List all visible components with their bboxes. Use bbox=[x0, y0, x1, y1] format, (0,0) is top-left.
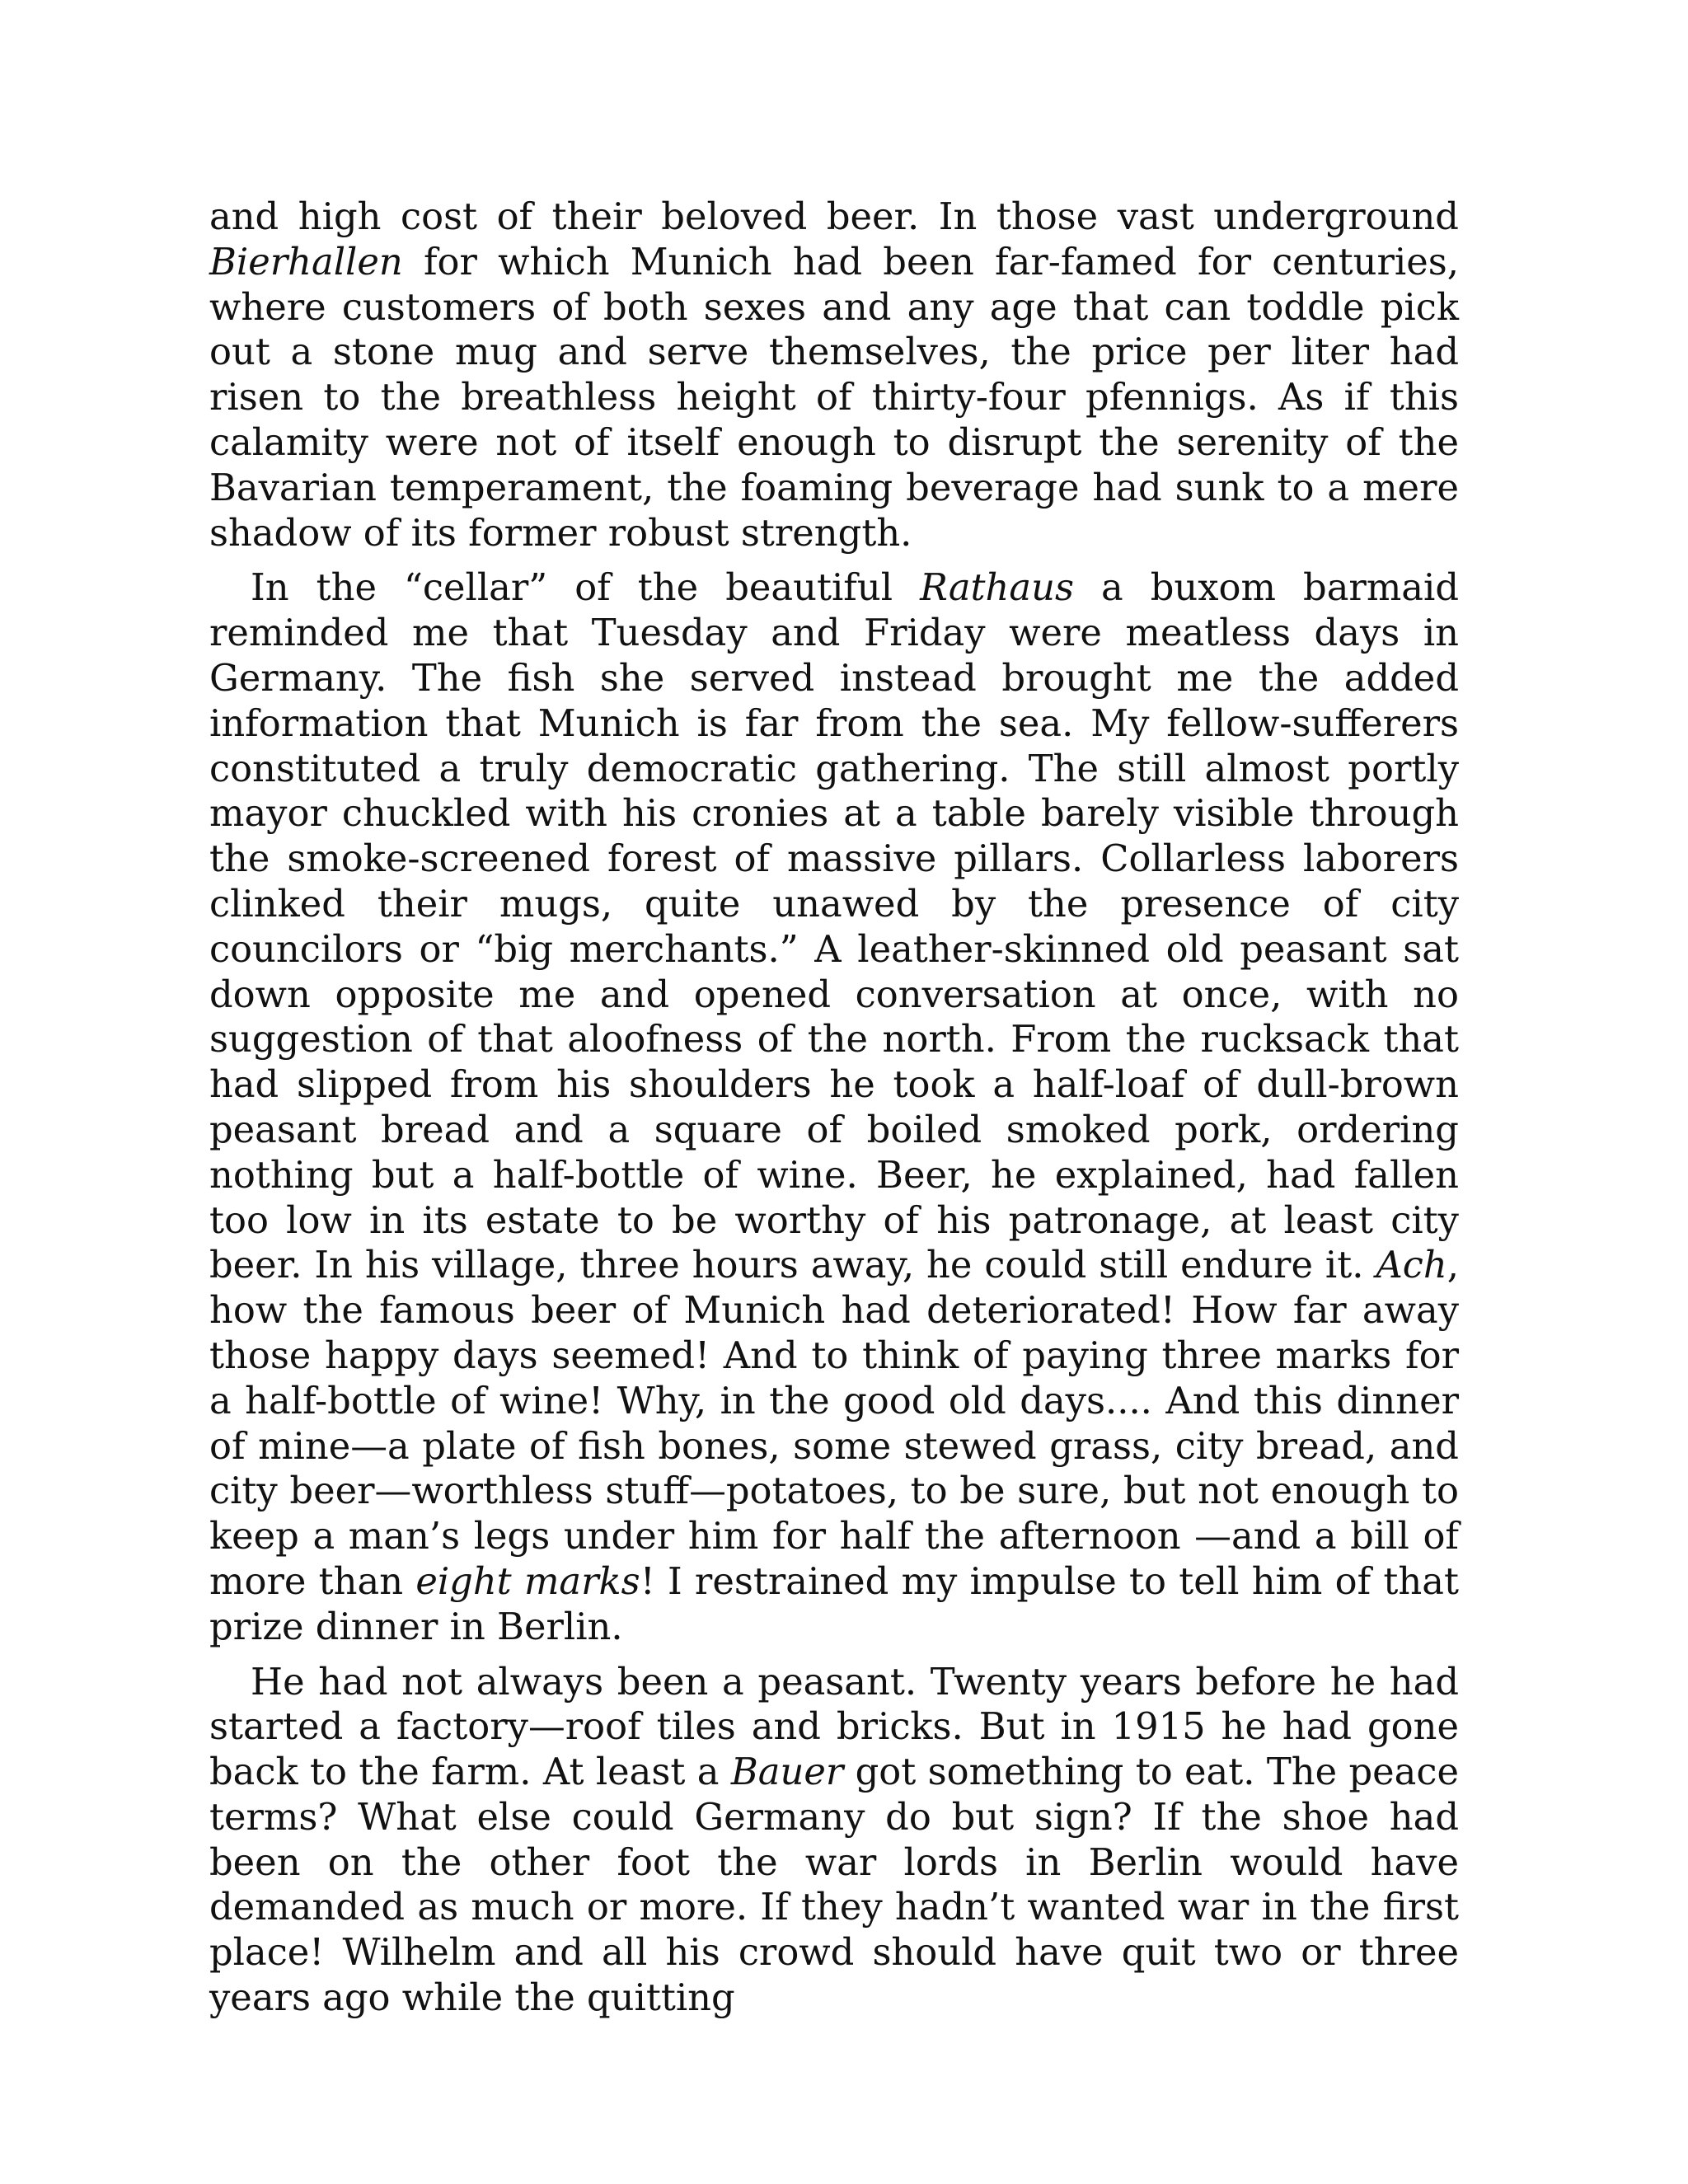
paragraph-text: In the “cellar” of the beautiful bbox=[251, 565, 921, 610]
italic-term-ach: Ach bbox=[1376, 1243, 1447, 1287]
paragraph-text: got something to eat. The peace terms? What else could Germany do but sign? If the shoe had been on the other foot the war lords in Berlin would have demanded as much or more. If they hadn’t wanted war in the first place! Wilhelm and all his crowd should have quit two or three years ago while the quitting bbox=[209, 1750, 1459, 2020]
paragraph-2 bbox=[209, 565, 1459, 1649]
paragraph-text: and high cost of their beloved beer. In those vast underground bbox=[209, 194, 1459, 238]
italic-term-bauer: Bauer bbox=[730, 1750, 844, 1794]
paragraph-3 bbox=[209, 1660, 1459, 2021]
italic-term-eight-marks: eight marks bbox=[415, 1558, 640, 1603]
book-page bbox=[209, 194, 1459, 2021]
paragraph-text: for which Munich had been far-famed for centuries, where customers of both sexes and any age that can toddle pick out a stone mug and serve themselves, the price per liter had risen to the breathless height of thirty-four pfennigs. As if this calamity were not of itself enough to disrupt the serenity of the Bavarian temperament, the foaming beverage had sunk to a mere shadow of its former robust strength. bbox=[209, 239, 1459, 555]
paragraph-text: , how the famous beer of Munich had deteriorated! How far away those happy days seemed! And to think of paying three marks for a half-bottle of wine! Why, in the good old days.... And this dinner of mine—a plate of fish bones, some stewed grass, city bread, and city beer—worthless stuff—potatoes, to be sure, but not enough to keep a man’s legs under him for half the afternoon —and a bill of more than bbox=[209, 1243, 1459, 1603]
paragraph-text: ! I restrained my impulse to tell him of that prize dinner in Berlin. bbox=[209, 1558, 1459, 1648]
paragraph-text: a buxom barmaid reminded me that Tuesday and Friday were meatless days in Germany. The fish she served instead brought me the added information that Munich is far from the sea. My fellow-sufferers constituted a truly democratic gathering. The still almost portly mayor chuckled with his cronies at a table barely visible through the smoke-screened forest of massive pillars. Collarless laborers clinked their mugs, quite unawed by the presence of city councilors or “big merchants.” A leather-skinned old peasant sat down opposite me and opened conversation at once, with no suggestion of that aloofness of the north. From the rucksack that had slipped from his shoulders he took a half-loaf of dull-brown peasant bread and a square of boiled smoked pork, ordering nothing but a half-bottle of wine. Beer, he explained, had fallen too low in its estate to be worthy of his patronage, at least city beer. In his village, three hours away, he could still endure it. bbox=[209, 565, 1460, 1287]
paragraph-1 bbox=[209, 194, 1459, 555]
paragraph-text: He had not always been a peasant. Twenty years before he had started a factory—roof tiles and bricks. But in 1915 he had gone back to the farm. At least a bbox=[209, 1659, 1459, 1794]
italic-term-rathaus: Rathaus bbox=[920, 565, 1074, 610]
italic-term-bierhallen: Bierhallen bbox=[209, 239, 403, 284]
